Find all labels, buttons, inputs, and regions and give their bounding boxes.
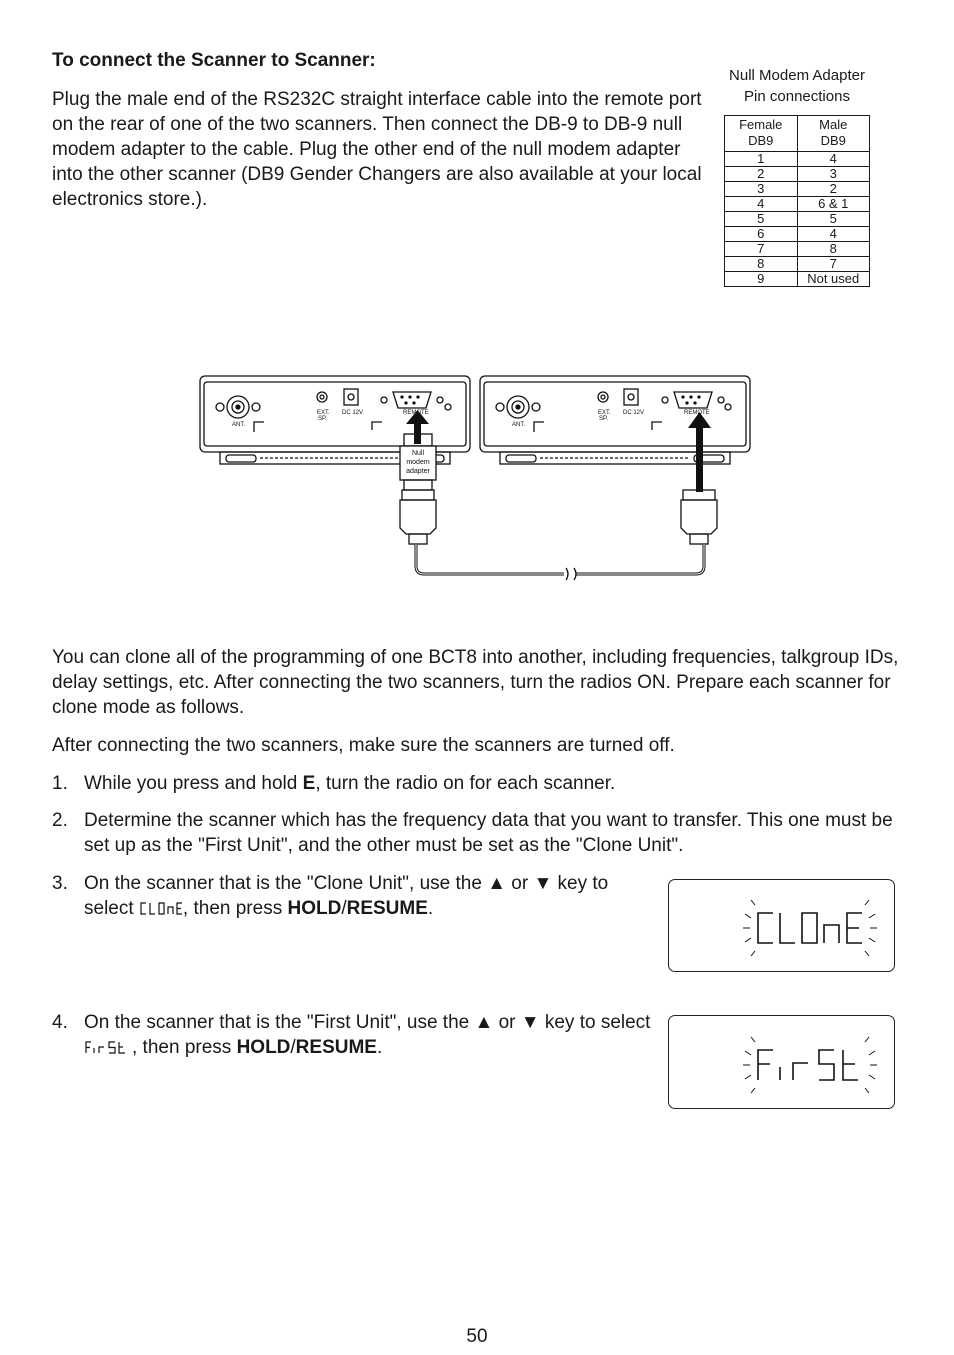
page-number: 50 — [466, 1326, 488, 1347]
step-1-number: 1. — [52, 773, 68, 794]
left-ant-label: ANT. — [232, 422, 246, 428]
female-pin-cell: 9 — [725, 272, 798, 287]
left-ext-label-2: SP. — [318, 416, 327, 422]
clone-lcd-display — [668, 879, 895, 972]
step-3-part-a: On the scanner that is the "Clone Unit", use the ▲ or ▼ key to select — [84, 873, 609, 919]
step-4-part-a: On the scanner that is the "First Unit", use the ▲ or ▼ key to select — [84, 1012, 651, 1033]
step-4-key-resume: RESUME — [295, 1037, 377, 1058]
step-4-end: . — [376, 1037, 383, 1058]
step-4-key-hold: HOLD — [236, 1037, 291, 1058]
pin-table-row — [725, 182, 870, 197]
clone-lcd-text: CLONE — [669, 880, 673, 881]
step-4 — [52, 1010, 652, 1065]
female-pin-cell: 4 — [725, 197, 798, 212]
male-header-line2: DB9 — [820, 133, 846, 148]
step-4-text — [84, 1010, 654, 1060]
female-pin-cell: 2 — [725, 167, 798, 182]
step-3-text — [84, 871, 654, 921]
female-db9-header — [725, 116, 798, 152]
adapter-label-1: Null — [411, 450, 425, 457]
step-3 — [52, 871, 652, 926]
female-pin-cell: 7 — [725, 242, 798, 257]
pin-table-title-line1: Null Modem Adapter — [729, 67, 865, 84]
first-lcd-segments — [669, 1016, 894, 1108]
left-remote-label: REMOTE — [403, 410, 429, 416]
power-off-paragraph: After connecting the two scanners, make sure the scanners are turned off. — [52, 735, 675, 756]
right-scanner-rear — [480, 376, 750, 464]
male-pin-cell: 4 — [797, 227, 870, 242]
step-4-part-b: , then press — [132, 1037, 237, 1058]
clone-lcd-glyph — [139, 901, 183, 916]
pin-table-row — [725, 257, 870, 272]
pin-connections-table — [724, 115, 870, 287]
male-pin-cell: 4 — [797, 152, 870, 167]
male-db9-header — [797, 116, 870, 152]
male-pin-cell: Not used — [797, 272, 870, 287]
female-header-line2: DB9 — [748, 133, 774, 148]
clone-paragraph: You can clone all of the programming of one BCT8 into another, including frequencies, talkgroup IDs, delay settings, etc. After connecting the two scanners, turn the radios ON. Prepare each scanner for clone mode as follows. — [52, 647, 899, 718]
step-2-number: 2. — [52, 810, 68, 831]
right-ant-label: ANT. — [512, 422, 526, 428]
pin-table-title — [700, 65, 894, 107]
section-heading: To connect the Scanner to Scanner: — [52, 50, 376, 71]
male-pin-cell: 2 — [797, 182, 870, 197]
right-dc-label: DC 12V — [623, 410, 645, 416]
left-ext-label-1: EXT. — [317, 410, 330, 416]
clone-lcd-segments — [669, 880, 894, 971]
adapter-label-3: adapter — [406, 468, 430, 475]
step-4-number: 4. — [52, 1012, 68, 1033]
step-3-number: 3. — [52, 873, 68, 894]
female-pin-cell: 5 — [725, 212, 798, 227]
female-pin-cell: 8 — [725, 257, 798, 272]
step-4-sep: / — [290, 1037, 296, 1058]
pin-table-row — [725, 212, 870, 227]
pin-table-row — [725, 152, 870, 167]
right-ext-label-1: EXT. — [598, 410, 611, 416]
step-1-part-a: While you press and hold — [84, 773, 303, 794]
male-header-line1: Male — [819, 117, 848, 132]
intro-paragraph: Plug the male end of the RS232C straight interface cable into the remote port on the rear of one of the two scanners. Then connect the DB-9 to DB-9 null modem adapter to the cable. Plug the other end of the null modem adapter into the other scanner (DB9 Gender Changers are also available at your local electronics store.). — [52, 89, 702, 210]
first-lcd-glyph — [84, 1040, 132, 1055]
left-dc-label: DC 12V — [342, 410, 364, 416]
first-lcd-display — [668, 1015, 895, 1109]
step-3-part-b: , then press — [182, 898, 288, 919]
female-pin-cell: 3 — [725, 182, 798, 197]
pin-table-header-row — [725, 116, 870, 152]
step-1-text — [84, 771, 615, 796]
pin-table-title-line2: Pin connections — [744, 88, 850, 105]
female-pin-cell: 6 — [725, 227, 798, 242]
step-1-part-b: , turn the radio on for each scanner. — [315, 773, 616, 794]
step-1-key: E — [302, 773, 316, 794]
pin-table-row — [725, 272, 870, 287]
pin-table-row — [725, 242, 870, 257]
first-lcd-text: FirSt — [669, 1016, 672, 1017]
step-2-text: Determine the scanner which has the frequency data that you want to transfer. This one must be set up as the "First Unit", and the other must be set as the "Clone Unit". — [84, 810, 893, 856]
pin-table-row — [725, 167, 870, 182]
left-cable-plug — [400, 490, 436, 544]
scanner-connection-diagram — [190, 370, 760, 590]
male-pin-cell: 7 — [797, 257, 870, 272]
adapter-label-2: modem — [406, 459, 430, 466]
step-3-key-hold: HOLD — [287, 898, 342, 919]
right-remote-label: REMOTE — [684, 410, 710, 416]
male-pin-cell: 5 — [797, 212, 870, 227]
right-cable-plug — [681, 490, 717, 544]
interface-cable — [416, 544, 704, 574]
male-pin-cell: 6 & 1 — [797, 197, 870, 212]
female-header-line1: Female — [739, 117, 783, 132]
male-pin-cell: 8 — [797, 242, 870, 257]
step-1 — [52, 771, 912, 796]
step-3-sep: / — [341, 898, 347, 919]
female-pin-cell: 1 — [725, 152, 798, 167]
right-ext-label-2: SP. — [599, 416, 608, 422]
step-3-key-resume: RESUME — [346, 898, 428, 919]
pin-table-row — [725, 227, 870, 242]
male-pin-cell: 3 — [797, 167, 870, 182]
step-2 — [52, 808, 912, 863]
pin-table-row — [725, 197, 870, 212]
step-3-end: . — [427, 898, 434, 919]
